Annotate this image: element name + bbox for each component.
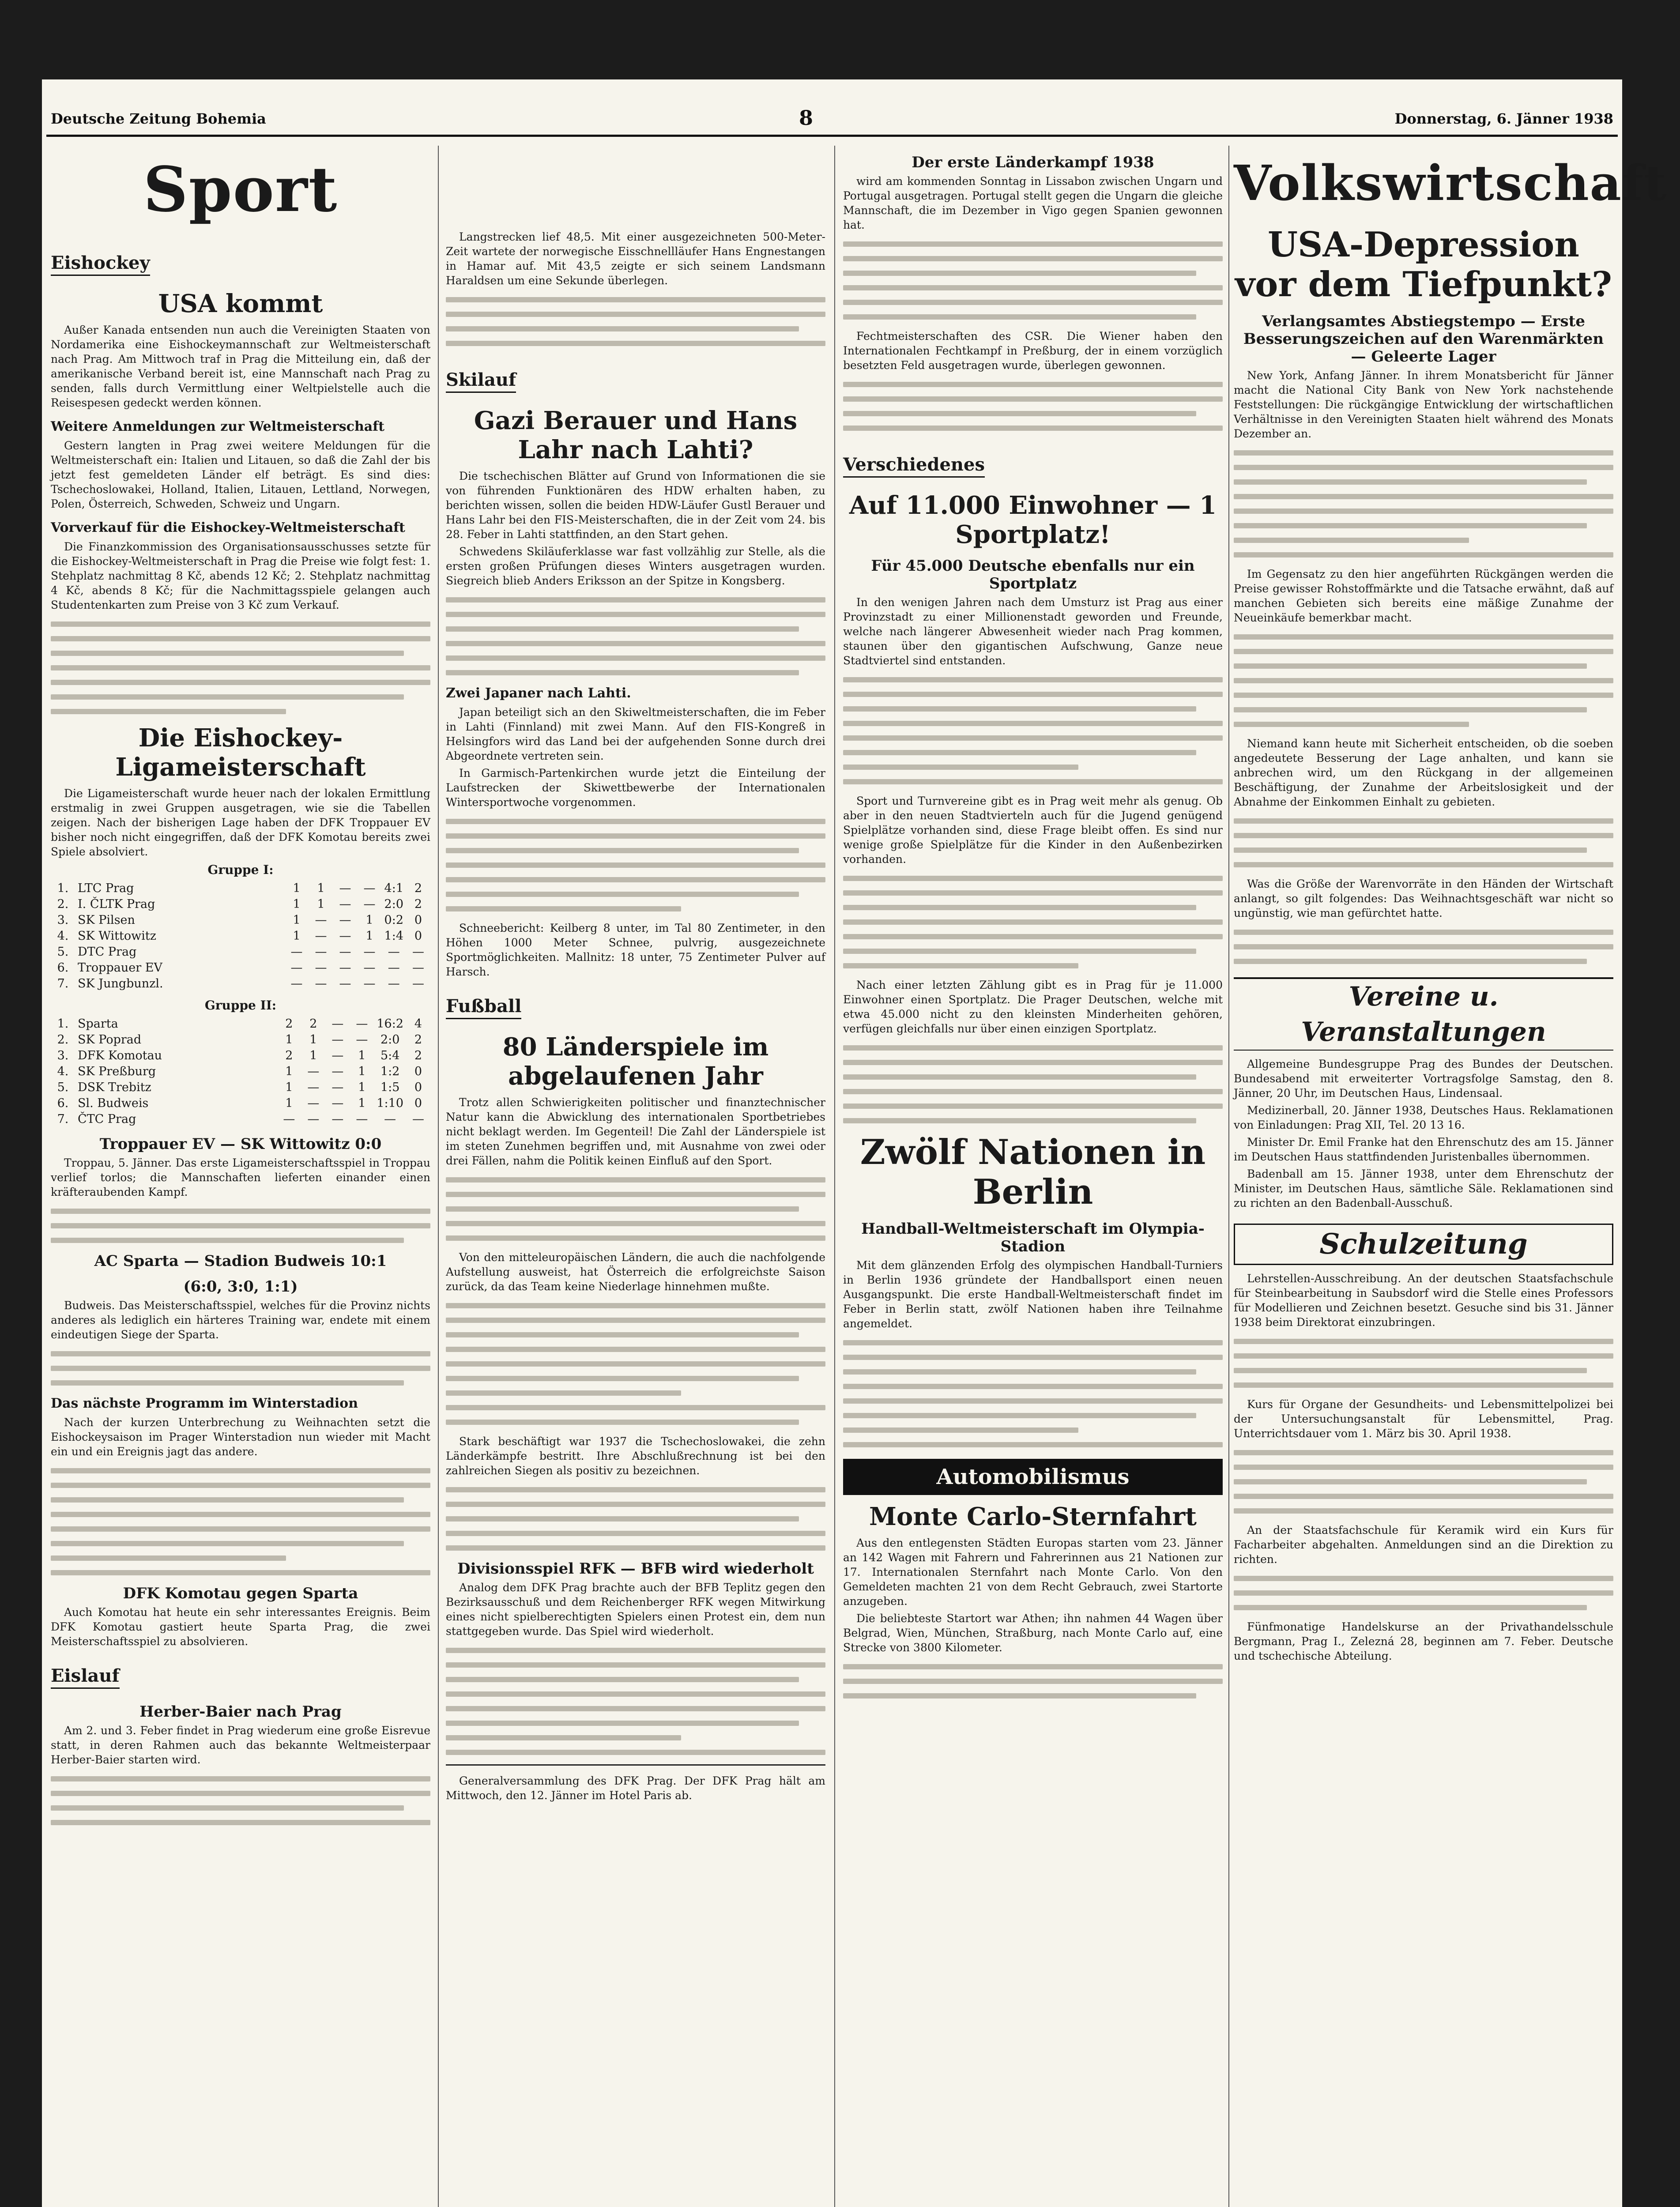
text-filler	[51, 1776, 430, 1825]
table-cell: —	[412, 945, 424, 959]
table-row	[51, 1048, 430, 1064]
text-filler	[843, 241, 1223, 320]
headline-11000-einwohner: Auf 11.000 Einwohner — 1 Sportplatz!	[849, 491, 1217, 549]
table-cell: —	[290, 977, 303, 991]
team-name: DTC Prag	[78, 945, 137, 959]
article-text: Die Ligameisterschaft wurde heuer nach der lokalen Ermittlung erstmalig in zwei Gruppen ausgetragen, wie sie die Tabellen zeigen. Nach der bisherigen Lage haben der DFK Troppauer EV bisher noch nicht eingegriffen, daß der DFK Komotau bereits zwei Spiele absolviert.	[51, 787, 430, 858]
team-name: Sl. Budweis	[78, 1096, 149, 1110]
table-row	[51, 976, 430, 992]
table-cell: —	[356, 1112, 368, 1126]
text-filler	[1234, 930, 1613, 964]
article-text: Analog dem DFK Prag brachte auch der BFB Teplitz gegen den Bezirksausschuß und dem Reichenberger RFK wegen Mitwirkung eines nicht spielberechtigten Spielers einen Protest ein, dem nun stattgegeben wurde. Das Spiel wird wiederholt.	[446, 1581, 825, 1638]
article-text: Langstrecken lief 48,5. Mit einer ausgezeichneten 500-Meter-Zeit wartete der norwegische Eisschnellläufer Hans Engnestangen in Hamar auf. Mit 43,5 zeigte er sich seinem Landsmann Haraldsen um eine Sekunde überlegen.	[446, 230, 825, 287]
text-filler	[843, 876, 1223, 968]
headline-ligameisterschaft: Die Eishockey-Ligameisterschaft	[115, 723, 366, 782]
text-filler	[1234, 450, 1613, 557]
table-row	[51, 960, 430, 976]
table-cell: 16:2	[377, 1017, 403, 1031]
text-filler	[843, 1664, 1223, 1699]
subhead-divisionsspiel: Divisionsspiel RFK — BFB wird wiederholt	[457, 1560, 814, 1578]
table-cell: 5:4	[380, 1049, 400, 1062]
article-text: Aus den entlegensten Städten Europas starten vom 23. Jänner an 142 Wagen mit Fahrern und Fahrerinnen aus 21 Nationen zur 17. Internationalen Sternfahrt nach Monte Carlo. Von den Gemeldeten machten 21 von dem Recht Gebrauch, zwei Startorte anzugeben.	[843, 1537, 1223, 1608]
table-cell: 1.	[57, 1017, 69, 1031]
table-cell: 1	[358, 1049, 366, 1062]
column-rule	[1228, 146, 1229, 2207]
table-cell: —	[283, 1112, 295, 1126]
article-text: In Garmisch-Partenkirchen wurde jetzt die Einteilung der Laufstrecken der Skiwettbewerbe der Internationalen Wintersportwoche vorgenommen.	[446, 767, 825, 809]
team-name: LTC Prag	[78, 881, 134, 895]
table-cell: 2	[309, 1017, 317, 1031]
table-cell: 2	[285, 1049, 293, 1062]
article-text: Gestern langten in Prag zwei weitere Meldungen für die Weltmeisterschaft ein: Italien und Litauen, so daß die Zahl der bis jetzt fest gemeldeten Länder elf beträgt. Es sind dies: Tschechoslowakei, Holland, Italien, Litauen, Lettland, Norwegen, Polen, Österreich, Schweden, Schweiz und Ungarn.	[51, 439, 430, 510]
article-text: Generalversammlung des DFK Prag. Der DFK Prag hält am Mittwoch, den 12. Jänner im Hotel Paris ab.	[446, 1774, 825, 1802]
text-filler	[1234, 634, 1613, 727]
table-cell: 5.	[57, 1081, 69, 1094]
text-filler	[446, 1303, 825, 1425]
article-text: Fechtmeisterschaften des CSR. Die Wiener haben den Internationalen Fechtkampf in Preßburg, der in einem vorzüglich besetzten Feld ausgetragen wurde, überlegen gewonnen.	[843, 330, 1223, 372]
subhead-komotau: DFK Komotau gegen Sparta	[123, 1585, 358, 1602]
table-cell: —	[339, 897, 351, 911]
table-cell: 1	[293, 913, 301, 927]
page-header	[42, 106, 1622, 137]
text-filler	[1234, 1450, 1613, 1514]
table-cell: —	[315, 929, 327, 943]
table-cell: —	[339, 961, 351, 975]
article-text: Trotz allen Schwierigkeiten politischer und finanztechnischer Natur kann die Abwicklung des internationalen Sportbetriebes nicht beklagt werden. Im Gegenteil! Die Zahl der Länderspiele ist im steten Zunehmen begriffen und, mit Ausnahme von zwei oder drei Fällen, nahm die Politik keinen Einfluß auf den Sport.	[446, 1096, 825, 1167]
table-cell: 1	[293, 881, 301, 895]
subhead-vorverkauf: Vorverkauf für die Eishockey-Weltmeisterschaft	[51, 520, 405, 535]
notice-text: Medizinerball, 20. Jänner 1938, Deutsches Haus. Reklamationen von Einladungen: Prag XII, Tel. 20 13 16.	[1234, 1104, 1613, 1131]
text-filler	[446, 819, 825, 911]
table-cell: 1	[309, 1049, 317, 1062]
article-text: Was die Größe der Warenvorräte in den Händen der Wirtschaft anlangt, so gilt folgendes: Das Weihnachtsgeschäft war nicht so ungünstig, wie man gefürchtet hatte.	[1234, 878, 1613, 919]
table-cell: —	[307, 1112, 320, 1126]
text-filler	[843, 382, 1223, 431]
standings-table-group2	[51, 1016, 430, 1127]
column-volkswirtschaft	[1234, 146, 1668, 2207]
section-skilauf: Skilauf	[446, 369, 516, 393]
article-text: Außer Kanada entsenden nun auch die Vereinigten Staaten von Nordamerika eine Eishockeymannschaft zur Weltmeisterschaft nach Prag. Am Mittwoch traf in Prag die Mitteilung ein, daß der amerikanische Verband bereit ist, eine Mannschaft nach Prag zu senden, falls durch Vermittlung einer Weltpielstelle auch die Reisespesen gedeckt werden können.	[51, 324, 430, 409]
notice-text: Allgemeine Bundesgruppe Prag des Bundes der Deutschen. Bundesabend mit erweiterter Vortragsfolge Samstag, den 8. Jänner, 20 Uhr, im Deutschen Haus, Lindensaal.	[1234, 1058, 1613, 1100]
headline-laenderspiele: 80 Länderspiele im abgelaufenen Jahr	[502, 1032, 769, 1091]
article-text: Auch Komotau hat heute ein sehr interessantes Ereignis. Beim DFK Komotau gastiert heute Sparta Prag, die zwei Meisterschaftsspiel zu absolvieren.	[51, 1606, 430, 1648]
text-filler	[843, 1045, 1223, 1123]
table-row	[51, 881, 430, 896]
table-cell: 0	[414, 1065, 422, 1078]
article-text: Die tschechischen Blätter auf Grund von Informationen die sie von führenden Funktionären des HDW erhalten haben, zu berichten wissen, sollen die beiden HDW-Läufer Gustl Berauer und Hans Lahr bei den FIS-Meisterschaften, die in der Zeit vom 24. bis 28. Feber in Lahti stattfinden, an den Start gehen.	[446, 470, 825, 541]
table-cell: 2	[414, 1049, 422, 1062]
section-eislauf: Eislauf	[51, 1665, 120, 1689]
table-row	[51, 1111, 430, 1127]
article-text: Im Gegensatz zu den hier angeführten Rückgängen werden die Preise gewisser Rohstoffmärkte und die Tatsache erwähnt, daß auf manchen Gebieten sich bereits eine mäßige Zunahme der Neueinkäufe bemerkbar macht.	[1234, 568, 1613, 624]
table-cell: 1	[358, 1065, 366, 1078]
table-row	[51, 1064, 430, 1080]
table-cell: —	[339, 881, 351, 895]
section-automobilismus: Automobilismus	[843, 1459, 1223, 1495]
table-cell: —	[356, 1033, 368, 1047]
table-cell: —	[315, 961, 327, 975]
article-text: Von den mitteleuropäischen Ländern, die auch die nachfolgende Aufstellung ausweist, hat Österreich die erfolgreichste Saison zurück, da das Team keine Niederlage hinnehmen mußte.	[446, 1251, 825, 1293]
text-filler	[51, 1209, 430, 1243]
section-vereine: Vereine u. Veranstaltungen	[1234, 977, 1613, 1051]
table-cell: 1	[309, 1033, 317, 1047]
table-cell: 3.	[57, 913, 69, 927]
article-text: Troppau, 5. Jänner. Das erste Ligameisterschaftsspiel in Troppau verlief torlos; die Mannschaften lieferten einander einen kräfteraubenden Kampf.	[51, 1156, 430, 1198]
table-row	[51, 896, 430, 912]
table-cell: —	[290, 961, 303, 975]
table-row	[51, 1080, 430, 1096]
table-cell: —	[356, 1017, 368, 1031]
headline-monte-carlo: Monte Carlo-Sternfahrt	[869, 1502, 1197, 1531]
table-cell: —	[412, 1112, 424, 1126]
table-cell: 7.	[57, 977, 69, 991]
table-cell: 0:2	[384, 913, 403, 927]
text-filler	[1234, 1339, 1613, 1388]
table-cell: 2	[285, 1017, 293, 1031]
issue-date: Donnerstag, 6. Jänner 1938	[1394, 110, 1613, 127]
team-name: Sparta	[78, 1017, 118, 1031]
table-cell: —	[307, 1065, 320, 1078]
team-name: DFK Komotau	[78, 1049, 162, 1062]
subhead-laenderkampf: Der erste Länderkampf 1938	[912, 154, 1154, 171]
headline-usa-depression: USA-Depression vor dem Tiefpunkt?	[1235, 225, 1612, 305]
table-cell: 0	[414, 929, 422, 943]
table-cell: 5.	[57, 945, 69, 959]
table-row	[51, 1096, 430, 1111]
table-cell: 3.	[57, 1049, 69, 1062]
team-name: SK Preßburg	[78, 1065, 156, 1078]
page-number: 8	[799, 106, 814, 130]
table-cell: —	[331, 1033, 344, 1047]
article-text: Budweis. Das Meisterschaftsspiel, welches für die Provinz nichts anderes als lediglich ein härteres Training war, endete mit einem eindeutigen Siege der Sparta.	[51, 1299, 430, 1341]
table-cell: 2:0	[380, 1033, 400, 1047]
section-title-volkswirtschaft: Volkswirtschaft	[1234, 154, 1668, 211]
table-cell: —	[331, 1112, 344, 1126]
table-cell: —	[384, 1112, 396, 1126]
team-name: ČTC Prag	[78, 1112, 136, 1126]
table-cell: 1:10	[377, 1096, 403, 1110]
column-rule	[438, 146, 439, 2207]
subhead-anmeldungen: Weitere Anmeldungen zur Weltmeisterschaft	[51, 419, 384, 434]
table-cell: —	[388, 977, 400, 991]
article-text: Schwedens Skiläuferklasse war fast vollzählig zur Stelle, als die ersten großen Prüfungen dieses Winters ausgetragen wurden. Siegreich blieb Anders Eriksson an der Spitze in Kongsberg.	[446, 545, 825, 587]
table-cell: 1:5	[380, 1081, 400, 1094]
table-cell: —	[315, 977, 327, 991]
table-cell: —	[331, 1065, 344, 1078]
table-cell: —	[307, 1081, 320, 1094]
section-schulzeitung: Schulzeitung	[1234, 1224, 1613, 1265]
table-cell: 4	[414, 1017, 422, 1031]
text-filler	[843, 1340, 1223, 1447]
table-cell: 4.	[57, 929, 69, 943]
notice-text: An der Staatsfachschule für Keramik wird ein Kurs für Facharbeiter abgehalten. Anmeldungen sind an die Direktion zu richten.	[1234, 1524, 1613, 1566]
subhead-herber-baier: Herber-Baier nach Prag	[139, 1703, 342, 1721]
table-cell: —	[331, 1081, 344, 1094]
paper-name: Deutsche Zeitung Bohemia	[51, 110, 266, 127]
table-cell: —	[331, 1017, 344, 1031]
table-cell: 1	[365, 929, 373, 943]
table-cell: 1	[317, 897, 325, 911]
headline-usa-kommt: USA kommt	[158, 289, 323, 318]
subhead-handball: Handball-Weltmeisterschaft im Olympia-Stadion	[861, 1220, 1205, 1255]
team-name: SK Wittowitz	[78, 929, 156, 943]
team-name: Troppauer EV	[78, 961, 162, 975]
article-text: Mit dem glänzenden Erfolg des olympischen Handball-Turniers in Berlin 1936 gründete der Handballsport einen neuen Ausgangspunkt. Die erste Handball-Weltmeisterschaft findet im Feber in Berlin statt, zwölf Nationen haben ihre Teilnahme angemeldet.	[843, 1259, 1223, 1330]
table-cell: —	[363, 945, 376, 959]
table-cell: 1	[293, 929, 301, 943]
table-row	[51, 928, 430, 944]
article-text: Japan beteiligt sich an den Skiweltmeisterschaften, die im Feber in Lahti (Finnland) mit zwei Mann. Auf den FIS-Kongreß in Helsingfors wird das Land bei der aufgehenden Sonne durch drei Abgeordnete vertreten sein.	[446, 706, 825, 762]
table-row	[51, 1032, 430, 1048]
table-cell: —	[363, 881, 376, 895]
table-cell: 2	[414, 897, 422, 911]
team-name: SK Pilsen	[78, 913, 135, 927]
text-filler	[51, 621, 430, 714]
table-cell: 1	[365, 913, 373, 927]
text-filler	[843, 677, 1223, 784]
table-cell: —	[339, 929, 351, 943]
table-cell: 2	[414, 1033, 422, 1047]
table-cell: 1	[285, 1081, 293, 1094]
section-fussball: Fußball	[446, 995, 521, 1019]
article-rule	[446, 1764, 825, 1766]
table-cell: —	[363, 977, 376, 991]
article-text: Am 2. und 3. Feber findet in Prag wiederum eine große Eisrevue statt, in deren Rahmen auch das bekannte Weltmeisterpaar Herber-Baier starten wird.	[51, 1724, 430, 1766]
table-cell: —	[307, 1096, 320, 1110]
text-filler	[446, 1648, 825, 1755]
table-cell: —	[339, 913, 351, 927]
table-cell: 6.	[57, 961, 69, 975]
table-cell: 1:4	[384, 929, 403, 943]
table-row	[51, 912, 430, 928]
group-label: Gruppe II:	[204, 998, 277, 1013]
text-filler	[446, 1487, 825, 1551]
text-filler	[1234, 1576, 1613, 1610]
table-cell: —	[315, 945, 327, 959]
table-cell: —	[331, 1049, 344, 1062]
article-text: In den wenigen Jahren nach dem Umsturz ist Prag aus einer Provinzstadt zu einer Millionenstadt geworden und Freunde, welche nach längerer Abwesenheit wieder nach Prag kommen, staunen über den gigantischen Aufschwung, Ganze neue Stadtviertel sind entstanden.	[843, 596, 1223, 667]
table-cell: 2.	[57, 1033, 69, 1047]
table-cell: —	[315, 913, 327, 927]
table-row	[51, 1016, 430, 1032]
table-cell: 1	[293, 897, 301, 911]
text-filler	[446, 297, 825, 346]
column-sport-2	[446, 146, 825, 2207]
notice-text: Badenball am 15. Jänner 1938, unter dem Ehrenschutz der Minister, im Deutschen Haus, sämtliche Säle. Reklamationen sind zu richten an den Badenball-Ausschuß.	[1234, 1168, 1613, 1209]
table-cell: 1:2	[380, 1065, 400, 1078]
article-text: Stark beschäftigt war 1937 die Tschechoslowakei, die zehn Länderkämpfe bestritt. Ihre Abschlußrechnung ist bei den zahlreichen Siegen als positiv zu bezeichnen.	[446, 1435, 825, 1477]
article-text: Sport und Turnvereine gibt es in Prag weit mehr als genug. Ob aber in den neuen Stadtvierteln auch für die Jugend genügend Spielplätze vorhanden sind, diese Frage bleibt offen. Es sind nur wenige große Spielplätze für die Kinder in den Außenbezirken vorhanden.	[843, 795, 1223, 866]
article-text: Niemand kann heute mit Sicherheit entscheiden, ob die soeben angedeutete Besserung der Lage anhalten, und kann sie anbrechen wird, um den Rückgang in der allgemeinen Beschäftigung, der Zunahme der Arbeitslosigkeit und der Abnahme der Einkommen Einhalt zu gebieten.	[1234, 737, 1613, 808]
subhead-sparta: AC Sparta — Stadion Budweis 10:1	[94, 1252, 387, 1270]
table-cell: 0	[414, 1081, 422, 1094]
text-filler	[446, 597, 825, 675]
table-cell: 4:1	[384, 881, 403, 895]
table-cell: 0	[414, 913, 422, 927]
table-cell: —	[290, 945, 303, 959]
section-title-sport: Sport	[143, 154, 338, 226]
section-eishockey: Eishockey	[51, 252, 150, 276]
newspaper-page	[42, 79, 1668, 2207]
table-cell: —	[388, 945, 400, 959]
table-cell: —	[412, 977, 424, 991]
text-filler	[51, 1351, 430, 1386]
headline-berauer: Gazi Berauer und Hans Lahr nach Lahti?	[474, 406, 798, 464]
notice-text: Lehrstellen-Ausschreibung. An der deutschen Staatsfachschule für Steinbearbeitung in Saubsdorf wird die Stelle eines Professors für Modellieren und Zeichnen besetzt. Gesuche sind bis 31. Jänner 1938 beim Direktorat einzubringen.	[1234, 1272, 1613, 1329]
article-text: Nach einer letzten Zählung gibt es in Prag für je 11.000 Einwohner einen Sportplatz. Die Prager Deutschen, welche mit etwa 45.000 nicht zu den kleinsten Minderheiten gehören, verfügen gleichfalls nur über einen einzigen Sportplatz.	[843, 979, 1223, 1035]
group-label: Gruppe I:	[207, 862, 274, 877]
subhead-abstiegstempo: Verlangsamtes Abstiegstempo — Erste Besserungszeichen auf den Warenmärkten — Geleerte Lager	[1243, 313, 1604, 365]
table-cell: 1	[285, 1033, 293, 1047]
article-text: Die Finanzkommission des Organisationsausschusses setzte für die Eishockey-Weltmeisterschaft in Prag die Preise wie folgt fest: 1. Stehplatz nachmittag 8 Kč, abends 12 Kč; 2. Stehplatz nachmittag 4 Kč, abends 8 Kč; für die Nachmittagsspiele gelangen auch Studentenkarten zum Preise von 3 Kč zum Verkauf.	[51, 540, 430, 611]
team-name: SK Poprad	[78, 1033, 142, 1047]
table-cell: 1.	[57, 881, 69, 895]
article-text: Schneebericht: Keilberg 8 unter, im Tal 80 Zentimeter, in den Höhen 1000 Meter Schnee, pulvrig, ausgezeichnete Sportmöglichkeiten. Mallnitz: 18 unter, 75 Zentimeter Pulver auf Harsch.	[446, 922, 825, 978]
team-name: DSK Trebitz	[78, 1081, 151, 1094]
table-cell: —	[339, 945, 351, 959]
standings-table-group1	[51, 881, 430, 992]
text-filler	[51, 1468, 430, 1575]
table-cell: 1	[317, 881, 325, 895]
table-cell: 0	[414, 1096, 422, 1110]
table-row	[51, 944, 430, 960]
team-name: I. ČLTK Prag	[78, 897, 155, 911]
table-cell: 2.	[57, 897, 69, 911]
subhead-japaner: Zwei Japaner nach Lahti.	[446, 685, 631, 701]
subhead-troppauer: Troppauer EV — SK Wittowitz 0:0	[99, 1135, 382, 1153]
notice-text: Fünfmonatige Handelskurse an der Privathandelsschule Bergmann, Prag I., Zelezná 28, beginnen am 7. Feber. Deutsche und tschechische Abteilung.	[1234, 1620, 1613, 1662]
table-cell: —	[331, 1096, 344, 1110]
column-sport	[51, 146, 430, 2207]
subhead-45000-deutsche: Für 45.000 Deutsche ebenfalls nur ein Sportplatz	[871, 557, 1195, 592]
table-cell: 1	[358, 1081, 366, 1094]
header-rule	[46, 135, 1618, 137]
table-cell: —	[363, 961, 376, 975]
notice-text: Minister Dr. Emil Franke hat den Ehrenschutz des am 15. Jänner im Deutschen Haus stattfindenden Juristenballes übernommen.	[1234, 1136, 1613, 1163]
subhead-sparta-score: (6:0, 3:0, 1:1)	[183, 1278, 298, 1296]
team-name: SK Jungbunzl.	[78, 977, 163, 991]
text-filler	[1234, 818, 1613, 867]
article-text: Nach der kurzen Unterbrechung zu Weihnachten setzt die Eishockeysaison im Prager Winterstadion nun wieder mit Macht ein und ein Ereignis jagt das andere.	[51, 1416, 430, 1458]
article-text: New York, Anfang Jänner. In ihrem Monatsbericht für Jänner macht die National City Bank von New York nachstehende Feststellungen: Die rückgängige Entwicklung der wirtschaftlichen Verhältnisse in den Vereinigten Staaten hielt während des Monats Dezember an.	[1234, 369, 1613, 440]
notice-text: Kurs für Organe der Gesundheits- und Lebensmittelpolizei bei der Untersuchungsanstalt für Lebensmittel, Prag. Unterrichtsdauer vom 1. März bis 30. April 1938.	[1234, 1398, 1613, 1440]
table-cell: —	[363, 897, 376, 911]
table-cell: 1	[285, 1096, 293, 1110]
table-cell: 4.	[57, 1065, 69, 1078]
table-cell: —	[388, 961, 400, 975]
column-rule	[834, 146, 835, 2207]
headline-zwoelf-nationen: Zwölf Nationen in Berlin	[860, 1132, 1206, 1212]
table-cell: 2	[414, 881, 422, 895]
table-cell: 1	[358, 1096, 366, 1110]
table-cell: 2:0	[384, 897, 403, 911]
article-text: wird am kommenden Sonntag in Lissabon zwischen Ungarn und Portugal ausgetragen. Portugal stellt gegen die Ungarn die gleiche Mannschaft, die im Dezember in Vigo gegen Spanien gewonnen hat.	[843, 175, 1223, 231]
table-cell: 7.	[57, 1112, 69, 1126]
subhead-programm: Das nächste Programm im Winterstadion	[51, 1396, 358, 1411]
text-filler	[446, 1177, 825, 1241]
table-cell: 6.	[57, 1096, 69, 1110]
column-sport-3	[843, 146, 1223, 2207]
section-verschiedenes: Verschiedenes	[843, 453, 985, 478]
table-cell: —	[412, 961, 424, 975]
article-text: Die beliebteste Startort war Athen; ihn nahmen 44 Wagen über Belgrad, Wien, München, Straßburg, nach Monte Carlo auf, eine Strecke von 3800 Kilometer.	[843, 1612, 1223, 1654]
table-cell: —	[339, 977, 351, 991]
table-cell: 1	[285, 1065, 293, 1078]
